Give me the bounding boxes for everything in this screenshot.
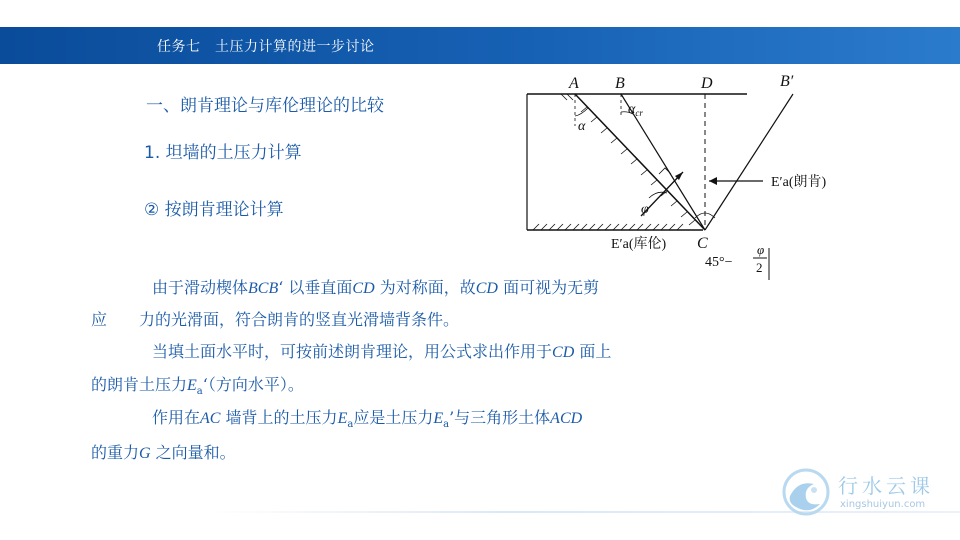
label-angle: 45°−: [705, 255, 733, 270]
header-title: 任务七 土压力计算的进一步讨论: [157, 39, 375, 55]
p6-g: G: [139, 445, 151, 462]
p5-text-d: ’与三角形土体: [449, 408, 551, 427]
p1-bcb: BCB: [248, 280, 279, 297]
p3-text-a: 当填土面水平时，可按前述朗肯理论，用公式求出作用于: [152, 342, 553, 361]
p4-text-b: ‘（方向水平）。: [202, 375, 304, 394]
wall-hatching: [581, 107, 695, 225]
p4-text-a: 的朗肯土压力: [91, 375, 188, 394]
p1-cd2: CD: [475, 280, 498, 297]
label-Ea-rankine: E′a(朗肯): [771, 175, 827, 190]
paragraph-line-1: [152, 275, 599, 298]
label-frac-den: 2: [756, 260, 763, 275]
ground-hatching: [561, 94, 573, 100]
p6-text-a: 的重力: [91, 443, 140, 462]
p1-cd: CD: [352, 280, 375, 297]
label-A: A: [569, 75, 579, 92]
label-B: B: [615, 75, 625, 92]
label-D: D: [701, 75, 713, 92]
p5-sub: a: [347, 419, 354, 431]
paragraph-line-2: 应 力的光滑面，符合朗肯的竖直光滑墙背条件。: [91, 310, 460, 329]
label-alpha-cr: $\alpha_{cr}$: [628, 102, 643, 118]
earth-pressure-diagram: [525, 68, 845, 283]
p5-text-a: 作用在: [152, 408, 201, 427]
p3-cd: CD: [552, 344, 575, 361]
p4-e: E: [187, 377, 197, 394]
header-bar: [0, 27, 960, 64]
p6-text-b: 之向量和。: [150, 443, 236, 462]
p1-text-a: 由于滑动楔体: [152, 278, 249, 297]
p3-text-b: 面上: [574, 342, 612, 361]
base-hatching: [533, 224, 683, 230]
p5-sub2: a: [443, 419, 450, 431]
paragraph-line-5: [152, 405, 582, 430]
subsection-heading: 1. 坦墙的土压力计算: [144, 143, 302, 163]
brand-name: 行水云课: [838, 474, 934, 498]
section-heading: 一、朗肯理论与库伦理论的比较: [146, 96, 384, 116]
p4-sub: a: [196, 386, 203, 398]
p5-text-c: 应是土压力: [353, 408, 434, 427]
p1-text-d: 面可视为无剪: [497, 278, 600, 297]
p5-acd: ACD: [550, 410, 583, 427]
label-Bp: B′: [780, 73, 794, 90]
p1-text-c: 为对称面，故: [374, 278, 476, 297]
rankine-force-arrowhead: [709, 177, 717, 185]
brand-domain: xingshuiyun.com: [840, 499, 926, 510]
paragraph-line-6: [91, 440, 236, 463]
paragraph-line-3: [152, 339, 611, 362]
paragraph-line-4: [91, 372, 304, 397]
label-Ea-coulomb: E′a(库伦): [611, 237, 667, 252]
wave-logo-icon: [780, 466, 836, 516]
p5-text-b: 墙背上的土压力: [220, 408, 338, 427]
p5-e: E: [337, 410, 348, 427]
p1-text-b: ‘ 以垂直面: [278, 278, 353, 297]
label-alpha: α: [578, 119, 586, 134]
slip-line-BpC: [705, 94, 793, 230]
p5-ac: AC: [200, 410, 221, 427]
method-heading: ② 按朗肯理论计算: [144, 200, 284, 220]
label-C: C: [697, 235, 708, 252]
label-phi: φ: [641, 202, 649, 217]
label-frac-num: φ: [757, 242, 765, 257]
p5-e2: E: [433, 410, 444, 427]
brand-logo: [780, 466, 950, 516]
